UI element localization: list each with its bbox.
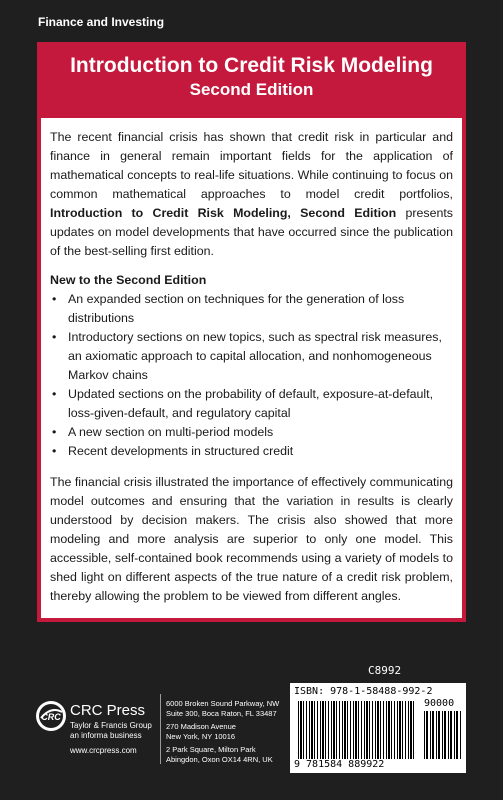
list-item: • An expanded section on techniques for the generation of loss distributions: [68, 290, 453, 328]
intro-text-2: presents updates on model developments that have occurred since the publication of the best-selling first edition.: [50, 206, 453, 258]
list-item: • Updated sections on the probability of default, exposure-at-default, loss-given-default, and regulatory capital: [68, 385, 453, 423]
address-line: 6000 Broken Sound Parkway, NW: [166, 699, 280, 708]
intro-book-title: Introduction to Credit Risk Modeling, Second Edition: [50, 206, 397, 220]
isbn-text: ISBN: 978-1-58488-992-2: [294, 686, 433, 697]
publisher-name: CRC Press: [70, 702, 146, 719]
address-line: New York, NY 10016: [166, 732, 236, 741]
svg-text:CRC: CRC: [41, 712, 61, 722]
address-line: 2 Park Square, Milton Park: [166, 745, 256, 754]
crc-press-logo-icon: [35, 700, 67, 732]
address-line: Suite 300, Boca Raton, FL 33487: [166, 709, 277, 718]
barcode-addon-icon: [424, 711, 462, 759]
list-item: • Recent developments in structured credit: [68, 442, 453, 461]
publisher-tagline: an informa business: [70, 731, 142, 740]
address-line: 270 Madison Avenue: [166, 722, 236, 731]
list-item: • Introductory sections on new topics, such as spectral risk measures, an axiomatic approach to capital allocation, and nonhomogeneous Markov chains: [68, 328, 453, 385]
closing-paragraph: The financial crisis illustrated the importance of effectively communicating model outcomes and ensuring that the variation in results is clearly understood by decision makers. The crisis also showed that more modeling and more analysis are superior to only one model. This accessible, self-contained book recommends using a variety of models to shed light on different aspects of the true nature of a credit risk problem, thereby allowing the problem to be viewed from different angles.: [50, 475, 453, 603]
address-line: Abingdon, Oxon OX14 4RN, UK: [166, 755, 273, 764]
new-features-list: [50, 290, 453, 461]
new-edition-heading: New to the Second Edition: [50, 273, 207, 287]
title-banner: [37, 42, 466, 114]
edition-label: Second Edition: [189, 80, 314, 99]
barcode-digits: 9 781584 889922: [294, 759, 385, 770]
description-frame: [37, 114, 466, 622]
description-panel: [41, 118, 462, 618]
publisher-group: Taylor & Francis Group: [70, 721, 152, 730]
book-title: Introduction to Credit Risk Modeling: [70, 54, 433, 77]
category-label: Finance and Investing: [38, 15, 165, 29]
address-divider: [160, 694, 161, 764]
catalog-code: C8992: [368, 664, 402, 677]
publisher-url[interactable]: www.crcpress.com: [70, 746, 137, 755]
price-code: 90000: [424, 698, 455, 709]
intro-paragraph: [50, 128, 453, 261]
barcode-box: [290, 683, 466, 773]
barcode-main-icon: [298, 701, 416, 759]
list-item: • A new section on multi-period models: [68, 423, 453, 442]
intro-text-1: The recent financial crisis has shown that credit risk in particular and finance in general remain important fields for the application of mathematical concepts to real-life situations. While continuing to focus on common mathematical approaches to model credit portfolios,: [50, 130, 453, 201]
